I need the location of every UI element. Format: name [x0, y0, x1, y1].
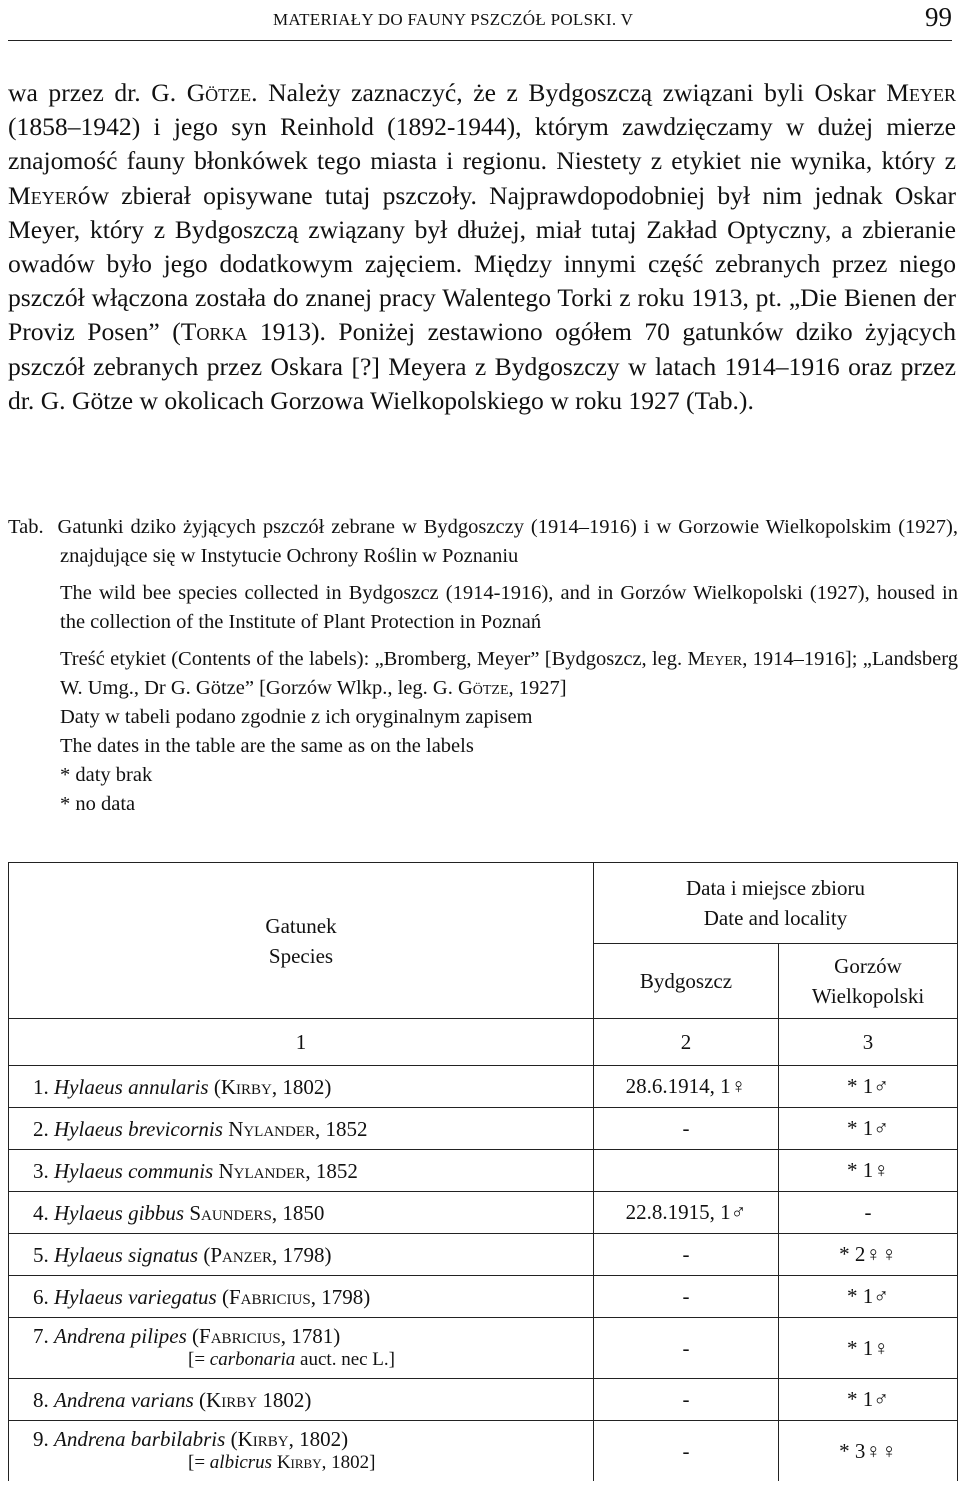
nodata-polish: * daty brak: [60, 764, 153, 786]
bydgoszcz-cell: -: [594, 1318, 779, 1379]
text-run: , 1927]: [508, 677, 567, 699]
author-smallcaps: Meyer: [8, 180, 78, 210]
species-author: Panzer: [210, 1242, 273, 1267]
species-cell: [9, 1192, 594, 1234]
bydgoszcz-cell: -: [594, 1421, 779, 1482]
date-header-en: Date and locality: [703, 906, 848, 930]
caption-english: The wild bee species collected in Bydgoszcz (1914-1916), and in Gorzów Wielkopolski (1927), housed in the collection of the Institute of Plant Protection in Poznań: [60, 582, 958, 633]
species-cell: [9, 1108, 594, 1150]
row-number: 5.: [33, 1242, 54, 1267]
bydgoszcz-cell: -: [594, 1276, 779, 1318]
caption-polish-text: Gatunki dziko żyjących pszczół zebrane w Bydgoszczy (1914–1916) i w Gorzowie Wielkopolskim (1927), znajdujące się w Instytucie Ochrony Roślin w Poznaniu: [57, 516, 958, 567]
gorzow-cell: * 1♂: [779, 1108, 958, 1150]
row-number: 9.: [33, 1427, 54, 1451]
text-run: , 1914–1916]; „Landsberg W. Umg., Dr G. Götze” [Gorzów Wlkp., leg. G.: [60, 648, 958, 699]
running-header: [8, 0, 952, 41]
species-name: Hylaeus variegatus: [54, 1284, 217, 1309]
table-row: [9, 1192, 958, 1234]
species-cell: [9, 1066, 594, 1108]
species-name-line: 8. Andrena varians (Kirby 1802): [33, 1387, 312, 1412]
row-number: 4.: [33, 1200, 54, 1225]
column-number-3: 3: [779, 1019, 958, 1066]
gorzow-cell: * 1♂: [779, 1066, 958, 1108]
species-name: Andrena barbilabris: [54, 1427, 226, 1451]
gorzow-header: [779, 944, 958, 1019]
gorzow-cell: -: [779, 1192, 958, 1234]
bydgoszcz-cell: -: [594, 1234, 779, 1276]
gorzow-cell: * 1♂: [779, 1379, 958, 1421]
row-number: 2.: [33, 1116, 54, 1141]
column-number-1: 1: [9, 1019, 594, 1066]
column-number-row: [9, 1019, 958, 1066]
species-cell: [9, 1150, 594, 1192]
author-smallcaps: Meyer: [687, 648, 743, 670]
species-name: Hylaeus annularis: [54, 1074, 209, 1099]
author-smallcaps: Götze: [457, 677, 509, 699]
author-smallcaps: Meyer: [886, 78, 956, 107]
species-author: Saunders: [189, 1200, 272, 1225]
caption-polish: [8, 513, 958, 571]
species-table: [8, 862, 958, 1481]
synonym-line: [= carbonaria auct. nec L.]: [188, 1349, 395, 1370]
text-run: (1858–1942) i jego syn Reinhold (1892-1944), którym zawdzięczamy w dużej mierze znajomość fauny błonkówek tego miasta i regionu. Niestety z etykiet nie wynika, który z: [8, 112, 956, 176]
gorzow-cell: * 1♀: [779, 1318, 958, 1379]
date-locality-header: [594, 863, 958, 944]
row-number: 1.: [33, 1074, 54, 1099]
bydgoszcz-cell: 28.6.1914, 1♀: [594, 1066, 779, 1108]
table-header-row: [9, 863, 958, 944]
species-name-line: 9. Andrena barbilabris (Kirby, 1802): [33, 1427, 349, 1451]
bydgoszcz-cell: [594, 1150, 779, 1192]
nodata-english: * no data: [60, 793, 136, 815]
table-row: [9, 1150, 958, 1192]
gorzow-cell: * 3♀♀: [779, 1421, 958, 1482]
gorzow-header-line1: Gorzów: [834, 954, 902, 978]
species-name: Hylaeus signatus: [54, 1242, 199, 1267]
species-cell: [9, 1234, 594, 1276]
species-name-line: 5. Hylaeus signatus (Panzer, 1798): [33, 1242, 332, 1267]
gorzow-cell: * 1♀: [779, 1150, 958, 1192]
species-name-line: 2. Hylaeus brevicornis Nylander, 1852: [33, 1116, 368, 1141]
table-row: [9, 1108, 958, 1150]
species-author: Fabricius: [228, 1284, 311, 1309]
species-author: Nylander: [228, 1116, 316, 1141]
table-row: [9, 1066, 958, 1108]
tab-label: Tab.: [8, 516, 44, 538]
table-row: [9, 1234, 958, 1276]
species-name-line: 1. Hylaeus annularis (Kirby, 1802): [33, 1074, 332, 1099]
text-run: . Należy zaznaczyć, że z Bydgoszczą związani byli Oskar: [251, 78, 887, 107]
species-name: Andrena pilipes: [54, 1324, 187, 1348]
synonym-line: [= albicrus Kirby, 1802]: [188, 1452, 376, 1473]
species-name: Hylaeus brevicornis: [54, 1116, 223, 1141]
author-smallcaps: Torka: [180, 317, 248, 347]
page-number: 99: [925, 2, 952, 32]
species-name: Andrena varians: [54, 1387, 194, 1412]
bydgoszcz-cell: -: [594, 1379, 779, 1421]
species-name-line: 4. Hylaeus gibbus Saunders, 1850: [33, 1200, 325, 1225]
gorzow-header-line2: Wielkopolski: [811, 984, 925, 1008]
table-row: [9, 1318, 958, 1379]
bydgoszcz-cell: 22.8.1915, 1♂: [594, 1192, 779, 1234]
gorzow-cell: * 1♂: [779, 1276, 958, 1318]
row-number: 7.: [33, 1324, 54, 1348]
species-name: Hylaeus communis: [54, 1158, 214, 1183]
species-author: Fabricius: [199, 1324, 281, 1348]
table-row: [9, 1379, 958, 1421]
species-cell: [9, 1276, 594, 1318]
table-caption: [8, 513, 958, 819]
species-author: Kirby: [206, 1387, 258, 1412]
species-name-line: 6. Hylaeus variegatus (Fabricius, 1798): [33, 1284, 371, 1309]
row-number: 8.: [33, 1387, 54, 1412]
labels-contents: [8, 645, 958, 703]
text-run: Treść etykiet (Contents of the labels): „Bromberg, Meyer” [Bydgoszcz, leg.: [60, 648, 688, 670]
note-english: The dates in the table are the same as on the labels: [60, 735, 474, 757]
species-name-line: 7. Andrena pilipes (Fabricius, 1781): [33, 1324, 341, 1348]
species-cell: [9, 1379, 594, 1421]
body-paragraph: [8, 76, 956, 418]
note-polish: Daty w tabeli podano zgodnie z ich oryginalnym zapisem: [60, 706, 533, 728]
table-row: [9, 1421, 958, 1482]
gorzow-cell: * 2♀♀: [779, 1234, 958, 1276]
column-number-2: 2: [594, 1019, 779, 1066]
bydgoszcz-header: Bydgoszcz: [594, 944, 779, 1019]
date-header-pl: Data i miejsce zbioru: [685, 876, 865, 900]
species-author: Nylander: [218, 1158, 306, 1183]
species-cell: [9, 1421, 594, 1482]
author-smallcaps: Götze: [186, 78, 252, 107]
species-header-en: Species: [268, 943, 334, 968]
text-run: ów zbierał opisywane tutaj pszczoły. Najprawdopodobniej był nim jednak Oskar Meyer, który z Bydgoszczą związany był dłużej, miał tutaj Zakład Optyczny, a zbieranie owadów było jego dodatkowym zajęciem. Między innymi część zebranych przez niego pszczół włączona została do znanej pracy Walentego Torki z roku 1913, pt. „Die Bienen der Proviz Posen” (: [8, 180, 956, 347]
species-header: [9, 863, 594, 1019]
species-name: Hylaeus gibbus: [54, 1200, 185, 1225]
species-header-pl: Gatunek: [265, 913, 337, 938]
running-title: MATERIAŁY DO FAUNY PSZCZÓŁ POLSKI. V: [273, 10, 634, 29]
row-number: 6.: [33, 1284, 54, 1309]
row-number: 3.: [33, 1158, 54, 1183]
bydgoszcz-cell: -: [594, 1108, 779, 1150]
species-author: Kirby: [237, 1427, 289, 1451]
table-row: [9, 1276, 958, 1318]
species-name-line: 3. Hylaeus communis Nylander, 1852: [33, 1158, 358, 1183]
species-author: Kirby: [220, 1074, 272, 1099]
text-run: 1913). Poniżej zestawiono ogółem 70 gatunków dziko żyjących pszczół zebranych przez Oskara [?] Meyera z Bydgoszczy w latach 1914–1916 oraz przez dr. G. Götze w okolicach Gorzowa Wielkopolskiego w roku 1927 (Tab.).: [8, 317, 956, 415]
species-cell: [9, 1318, 594, 1379]
text-run: wa przez dr. G.: [8, 78, 187, 107]
